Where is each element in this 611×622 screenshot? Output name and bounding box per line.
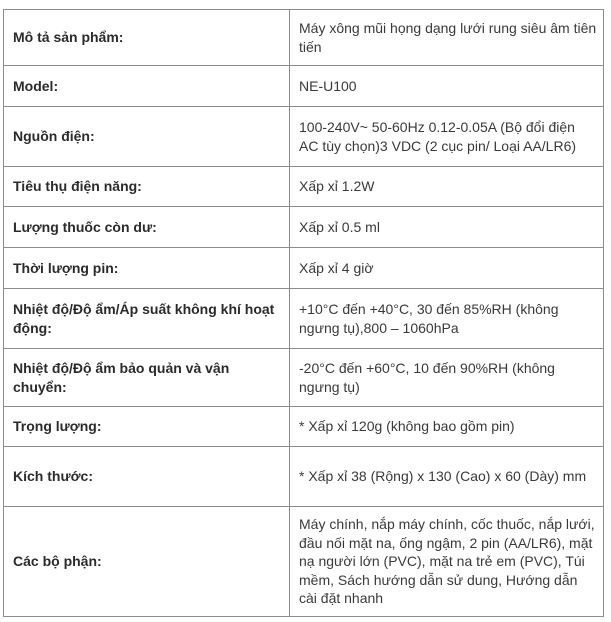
table-row [4, 289, 604, 349]
row-value: -20°C đến +60°C, 10 đến 90%RH (không ngưng tụ) [290, 349, 604, 407]
row-value: 100-240V~ 50-60Hz 0.12-0.05A (Bộ đổi điện AC tùy chọn)3 VDC (2 cục pin/ Loại AA/LR6) [290, 107, 604, 167]
row-label: Nhiệt độ/Độ ẩm bảo quản và vận chuyển: [4, 349, 290, 407]
row-label: Thời lượng pin: [4, 248, 290, 289]
table-row [4, 447, 604, 507]
table-row [4, 407, 604, 447]
row-value: Máy chính, nắp máy chính, cốc thuốc, nắp lưới, đầu nối mặt na, ống ngậm, 2 pin (AA/LR6), mặt nạ người lớn (PVC), mặt na trẻ em (PVC), Túi mềm, Sách hướng dẫn sử dung, Hướng dẫn cài đặt nhanh [290, 507, 604, 617]
row-label: Tiêu thụ điện năng: [4, 167, 290, 207]
table-row [4, 507, 604, 617]
table-row [4, 207, 604, 248]
row-label: Lượng thuốc còn dư: [4, 207, 290, 248]
row-label: Kích thước: [4, 447, 290, 507]
row-label: Các bộ phận: [4, 507, 290, 617]
spec-table [3, 9, 604, 617]
row-value: Xấp xỉ 4 giờ [290, 248, 604, 289]
row-label: Trọng lượng: [4, 407, 290, 447]
row-value: +10°C đến +40°C, 30 đến 85%RH (không ngưng tụ),800 – 1060hPa [290, 289, 604, 349]
row-label: Model: [4, 66, 290, 107]
table-row [4, 349, 604, 407]
row-value: * Xấp xỉ 120g (không bao gồm pin) [290, 407, 604, 447]
table-row [4, 10, 604, 66]
row-value: NE-U100 [290, 66, 604, 107]
table-row [4, 66, 604, 107]
table-row [4, 107, 604, 167]
row-label: Nhiệt độ/Độ ẩm/Áp suất không khí hoạt động: [4, 289, 290, 349]
row-value: Xấp xỉ 1.2W [290, 167, 604, 207]
row-label: Nguồn điện: [4, 107, 290, 167]
table-row [4, 167, 604, 207]
row-value: Xấp xỉ 0.5 ml [290, 207, 604, 248]
row-value: Máy xông mũi họng dạng lưới rung siêu âm tiên tiến [290, 10, 604, 66]
table-row [4, 248, 604, 289]
row-label: Mô tả sản phẩm: [4, 10, 290, 66]
row-value: * Xấp xỉ 38 (Rộng) x 130 (Cao) x 60 (Dày) mm [290, 447, 604, 507]
